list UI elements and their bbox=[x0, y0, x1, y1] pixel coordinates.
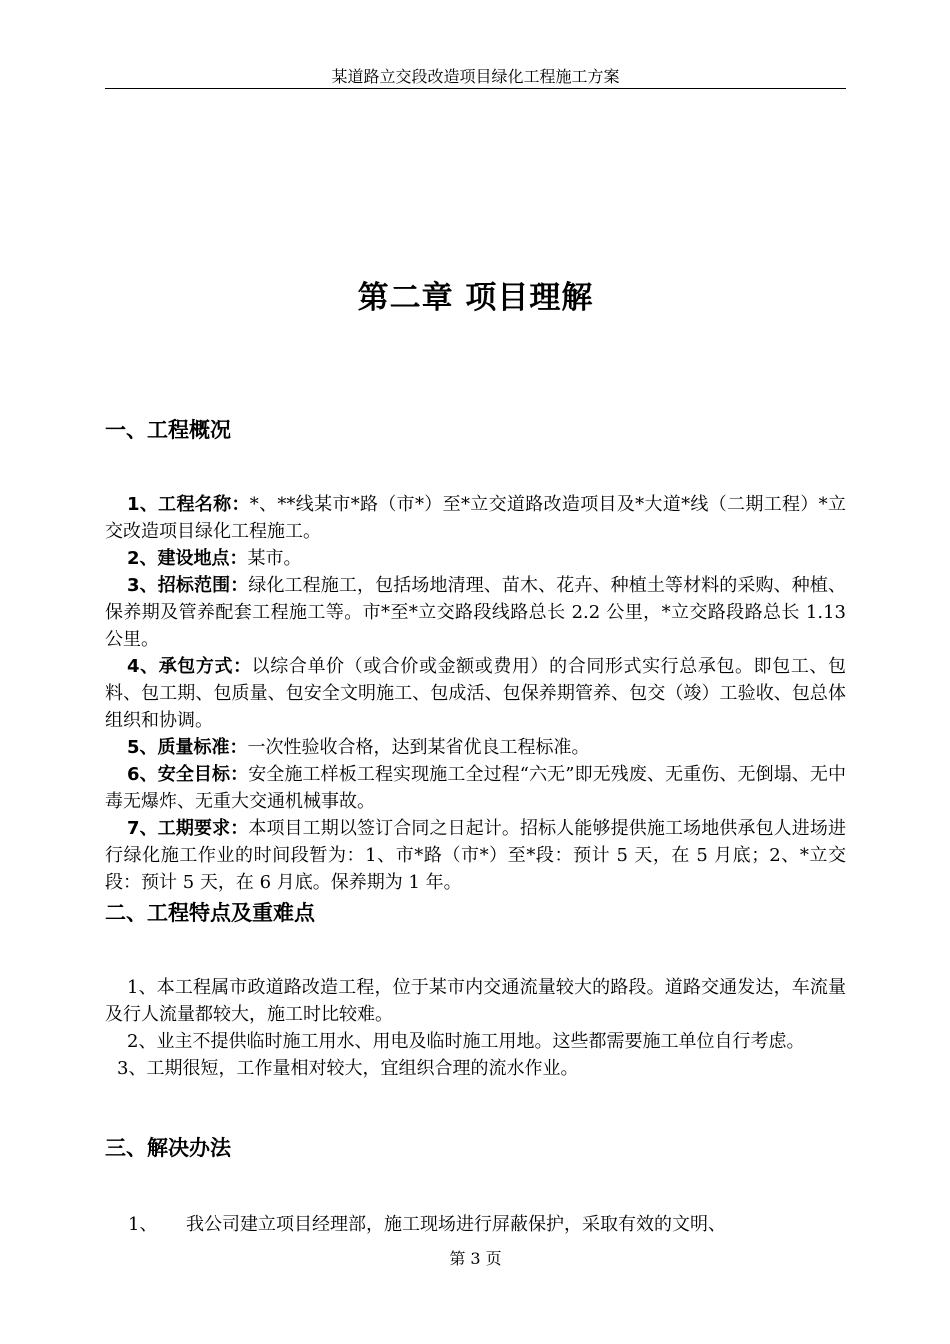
section-heading-solutions: 三、解决办法 bbox=[105, 1136, 231, 1160]
overview-item-schedule: 7、工期要求：本项目工期以签订合同之日起计。招标人能够提供施工场地供承包人进场进行绿化施工作业的时间段暂为：1、市*路（市*）至*段：预计 5 天，在 5 月底；2、*立交段：预计 5 天，在 6 月底。保养期为 1 年。 bbox=[105, 818, 846, 893]
overview-item-scope: 3、招标范围：绿化工程施工，包括场地清理、苗木、花卉、种植土等材料的采购、种植、保养期及管养配套工程施工等。市*至*立交路段线路总长 2.2 公里，*立交路段路总长 1.13 公里。 bbox=[105, 575, 846, 650]
section-features-body bbox=[105, 974, 846, 1082]
solution-item-1 bbox=[128, 1211, 846, 1238]
feature-item-1: 1、本工程属市政道路改造工程，位于某市内交通流量较大的路段。道路交通发达，车流量及行人流量都较大，施工时比较难。 bbox=[105, 977, 846, 1025]
overview-item-safety: 6、安全目标：安全施工样板工程实现施工全过程“六无”即无残废、无重伤、无倒塌、无中毒无爆炸、无重大交通机械事故。 bbox=[105, 764, 847, 812]
chapter-title: 第二章 项目理解 bbox=[357, 280, 594, 316]
feature-item-2: 2、业主不提供临时施工用水、用电及临时施工用地。这些都需要施工单位自行考虑。 bbox=[127, 1031, 805, 1052]
feature-item-3: 3、工期很短，工作量相对较大，宜组织合理的流水作业。 bbox=[117, 1058, 579, 1079]
page-number: 第 3 页 bbox=[449, 1249, 502, 1268]
section-heading-features: 二、工程特点及重难点 bbox=[105, 901, 315, 925]
overview-item-quality: 5、质量标准：一次性验收合格，达到某省优良工程标准。 bbox=[127, 737, 590, 758]
section-heading-overview: 一、工程概况 bbox=[105, 418, 231, 442]
overview-item-contract: 4、承包方式：以综合单价（或合价或金额或费用）的合同形式实行总承包。即包工、包料、包工期、包质量、包安全文明施工、包成活、包保养期管养、包交（竣）工验收、包总体组织和协调。 bbox=[105, 656, 846, 731]
overview-item-location: 2、建设地点：某市。 bbox=[127, 548, 302, 569]
page-header: 某道路立交段改造项目绿化工程施工方案 bbox=[105, 66, 846, 89]
solution-item-1-text: 我公司建立项目经理部，施工现场进行屏蔽保护，采取有效的文明、 bbox=[186, 1214, 726, 1235]
solution-item-1-number: 1、 bbox=[128, 1214, 158, 1235]
section-overview-body bbox=[105, 491, 846, 896]
overview-item-name: 1、工程名称：*、**线某市*路（市*）至*立交道路改造项目及*大道*线（二期工程）*立交改造项目绿化工程施工。 bbox=[105, 494, 847, 542]
